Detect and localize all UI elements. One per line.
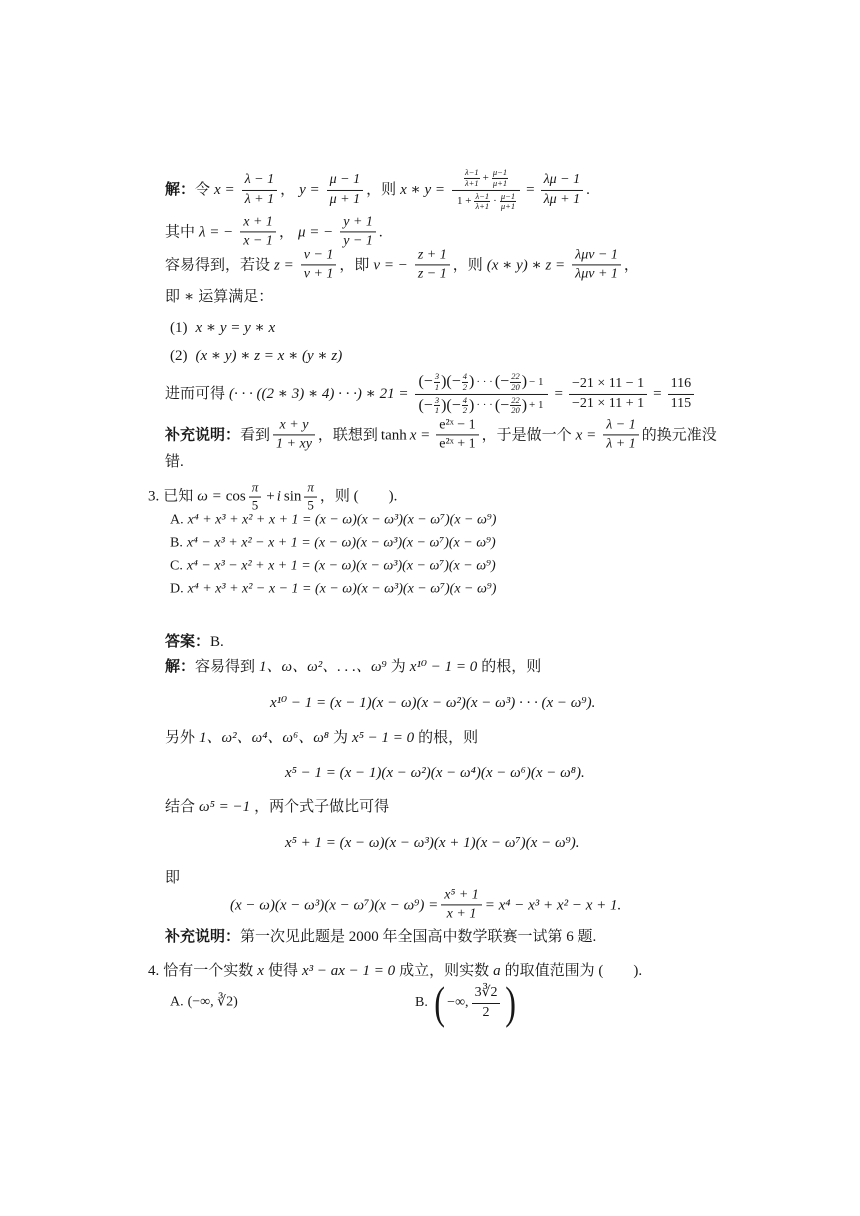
fraction — [434, 372, 440, 393]
supplementary-note — [165, 417, 717, 452]
fraction — [492, 168, 508, 189]
fraction — [436, 417, 478, 452]
math-expr: x ∗ y = y ∗ x — [195, 320, 276, 336]
numerator — [452, 168, 520, 191]
denominator: 115 — [670, 395, 692, 411]
solution-inverse-line — [165, 214, 383, 249]
denominator: λμν + 1 — [575, 266, 618, 282]
fraction — [415, 247, 450, 282]
math-expr: x¹⁰ − 1 = (x − 1)(x − ω)(x − ω²)(x − ω³) · · · (x − ω⁹). — [270, 695, 596, 711]
operator: + — [266, 489, 275, 505]
math-expr: x⁴ − x³ − x² + x + 1 = (x − ω)(x − ω³)(x − ω⁷)(x − ω⁹) — [186, 558, 496, 574]
denominator: 20 — [511, 405, 520, 416]
imaginary-unit: i — [276, 489, 281, 505]
text: 结合 — [165, 799, 196, 815]
option-b — [415, 977, 519, 1028]
math-expr: = x⁴ − x³ + x² − x + 1. — [484, 897, 622, 913]
text: ，则 — [366, 182, 397, 198]
fraction — [462, 396, 468, 417]
math-expr: 1、ω²、ω⁴、ω⁶、ω⁸ — [199, 730, 330, 746]
math-expr: x¹⁰ − 1 = 0 — [409, 659, 478, 675]
text: 的根，则 — [418, 730, 479, 746]
fraction — [249, 481, 262, 514]
math-expr: ∗ — [184, 289, 195, 305]
math-var: x — [257, 963, 264, 979]
numerator: μ − 1 — [327, 172, 363, 190]
text: 即 — [165, 870, 181, 886]
fraction — [434, 396, 440, 417]
supplementary-note — [165, 928, 596, 946]
fraction — [510, 396, 521, 417]
math-expr: −∞, — [447, 994, 469, 1010]
denominator: λ+1 — [464, 177, 479, 188]
denominator: λ+1 — [475, 201, 490, 212]
punctuation: ， — [280, 182, 296, 198]
math-expr: ω⁵ = −1 — [199, 799, 251, 815]
solution-composition-line — [165, 247, 639, 282]
text: ，于是做一个 — [481, 427, 572, 443]
fraction — [474, 192, 490, 213]
paren: (− — [494, 373, 510, 391]
property-item — [170, 319, 279, 337]
numerator — [415, 372, 548, 395]
text: 令 — [195, 182, 211, 198]
ellipsis: · · · — [476, 399, 493, 412]
numerator: 22 — [511, 394, 520, 405]
paren: ) — [505, 977, 517, 1028]
numerator: ν − 1 — [301, 247, 337, 265]
numerator: y + 1 — [340, 214, 376, 232]
math-expr: + 1 — [529, 399, 544, 412]
math-expr: ν = − — [373, 257, 408, 273]
numerator: λμν − 1 — [572, 247, 621, 265]
denominator: e²ˣ + 1 — [439, 436, 476, 452]
denominator: 2 — [462, 381, 467, 392]
math-expr: x³ − ax − 1 = 0 — [301, 963, 396, 979]
fraction — [572, 247, 621, 282]
fraction — [500, 192, 516, 213]
punctuation: ， — [623, 257, 639, 273]
numerator: λ−1 — [464, 166, 479, 177]
numerator: λ − 1 — [242, 172, 278, 190]
text: 为 — [333, 730, 349, 746]
paren: (− — [418, 396, 433, 414]
text: 恰有一个实数 — [163, 963, 254, 979]
paren: ( — [434, 977, 445, 1028]
answer-value: B. — [210, 634, 224, 650]
math-expr: x = — [409, 427, 431, 443]
numerator: e²ˣ − 1 — [436, 417, 478, 435]
solution-ratio-line — [165, 798, 389, 816]
denominator: 1 — [434, 381, 440, 392]
fraction — [301, 247, 337, 282]
math-expr: 1、ω、ω²、. . .、ω⁹ — [259, 659, 387, 675]
denominator: −21 × 11 + 1 — [571, 395, 645, 411]
fraction — [273, 417, 315, 452]
math-expr: (· · · ((2 ∗ 3) ∗ 4) · · ·) ∗ 21 = — [229, 386, 409, 402]
solution-properties-intro — [165, 288, 273, 306]
operator: = — [526, 182, 535, 198]
option-label: B. — [170, 535, 183, 551]
text: 容易得到 — [195, 659, 256, 675]
fraction — [541, 172, 584, 207]
text: 为 — [390, 659, 406, 675]
numerator: z + 1 — [415, 247, 450, 265]
text: ，联想到 — [317, 427, 378, 443]
text: 成立，则实数 — [399, 963, 490, 979]
display-equation-2 — [285, 764, 585, 782]
numerator: λ − 1 — [603, 417, 639, 435]
math-expr: x⁵ + 1 = (x − ω)(x − ω³)(x + 1)(x − ω⁷)(x − ω⁹). — [285, 835, 580, 851]
function-name: cos — [225, 489, 246, 505]
math-var: a — [493, 963, 501, 979]
fraction — [510, 372, 521, 393]
option-a — [170, 995, 242, 1012]
fraction — [464, 168, 480, 189]
paren: (− — [494, 396, 510, 414]
math-expr: μ = − — [297, 224, 334, 240]
option-label: B. — [415, 994, 428, 1010]
fraction — [304, 481, 317, 514]
text: 看到 — [240, 427, 271, 443]
numerator: −21 × 11 − 1 — [569, 376, 647, 394]
fraction — [668, 376, 694, 411]
fraction — [340, 214, 376, 249]
numerator: 4 — [462, 370, 467, 381]
numerator: 22 — [511, 370, 520, 381]
punctuation: . — [378, 224, 383, 240]
option-a — [170, 513, 500, 530]
math-expr: λ = − — [199, 224, 234, 240]
paren: ) — [441, 396, 447, 414]
denominator: 20 — [511, 381, 520, 392]
denominator: y − 1 — [343, 233, 373, 249]
denominator — [452, 191, 520, 213]
solution-label: 解： — [165, 659, 196, 675]
answer-label: 答案： — [165, 634, 211, 650]
property-number: (1) — [170, 320, 188, 336]
punctuation: . — [586, 182, 590, 198]
compound-fraction — [452, 168, 520, 212]
math-expr: x⁴ − x³ + x² − x + 1 = (x − ω)(x − ω³)(x − ω⁷)(x − ω⁹) — [186, 535, 496, 551]
fraction — [441, 887, 482, 922]
paren: ) — [441, 373, 447, 391]
display-equation-4 — [230, 887, 621, 922]
text: 的换元准没 — [641, 427, 717, 443]
numerator: π — [304, 481, 317, 498]
text: 的取值范围为 ( ). — [504, 963, 643, 979]
numerator: 4 — [462, 394, 467, 405]
text: ，两个式子做比可得 — [254, 799, 390, 815]
math-expr: (−∞, ∛2) — [187, 994, 238, 1010]
paren: ) — [469, 373, 475, 391]
math-expr: (x − ω)(x − ω³)(x − ω⁷)(x − ω⁹) = — [230, 897, 439, 913]
math-expr: x = — [214, 182, 235, 198]
numerator: 3 — [434, 394, 440, 405]
numerator: λμ − 1 — [541, 172, 584, 190]
paren: (− — [446, 396, 461, 414]
text: 使得 — [267, 963, 298, 979]
option-b — [170, 536, 500, 553]
paren: (− — [418, 373, 433, 391]
denominator: 1 + xy — [276, 436, 312, 452]
math-expr: z = — [274, 257, 294, 273]
denominator: x + 1 — [446, 906, 477, 922]
text: 即 — [165, 289, 181, 305]
supplementary-note-continuation — [165, 453, 184, 471]
display-equation-1 — [270, 694, 595, 712]
fraction — [569, 376, 647, 411]
problem-number: 3. — [148, 489, 160, 505]
denominator — [415, 395, 548, 417]
text: 已知 — [163, 489, 194, 505]
denominator: 2 — [482, 1004, 490, 1020]
math-expr: x⁵ − 1 = 0 — [352, 730, 415, 746]
fraction — [462, 372, 468, 393]
compound-fraction — [415, 372, 548, 416]
text: ，则 — [452, 257, 483, 273]
text: 的根，则 — [481, 659, 542, 675]
math-expr: x⁵ − 1 = (x − 1)(x − ω²)(x − ω⁴)(x − ω⁶)(x − ω⁸). — [285, 765, 585, 781]
denominator: 5 — [251, 497, 259, 513]
math-expr: x⁴ + x³ + x² + x + 1 = (x − ω)(x − ω³)(x − ω⁷)(x − ω⁹) — [187, 512, 497, 528]
fraction — [242, 172, 278, 207]
denominator: μ + 1 — [329, 191, 361, 207]
text: 第一次见此题是 2000 年全国高中数学联赛一试第 6 题. — [240, 929, 597, 945]
paren: ) — [469, 396, 475, 414]
operator: + — [482, 171, 489, 184]
numerator: x⁵ + 1 — [441, 887, 482, 905]
text: 进而可得 — [165, 386, 226, 402]
problem-number: 4. — [148, 963, 160, 979]
option-label: D. — [170, 581, 184, 597]
operator: · — [493, 195, 497, 208]
solution-even-roots-line — [165, 729, 478, 747]
text: 容易得到，若设 — [165, 257, 271, 273]
operator: = — [653, 386, 662, 402]
operator: = — [554, 386, 563, 402]
denominator: 5 — [307, 497, 314, 513]
text: ，即 — [339, 257, 370, 273]
numerator: x + 1 — [240, 214, 276, 232]
note-label: 补充说明： — [165, 929, 241, 945]
text: 错. — [165, 454, 184, 470]
solution-evaluation-line — [165, 372, 697, 416]
option-label: A. — [170, 512, 184, 528]
option-c — [170, 559, 500, 576]
text: 其中 — [165, 224, 196, 240]
fraction — [240, 214, 276, 249]
fraction — [472, 985, 501, 1020]
fraction — [327, 172, 363, 207]
property-item — [170, 347, 346, 365]
function-name: sin — [283, 489, 302, 505]
math-expr: x ∗ y = — [400, 182, 446, 198]
math-expr: (x ∗ y) ∗ z = x ∗ (y ∗ z) — [195, 348, 343, 364]
denominator: 2 — [462, 405, 467, 416]
numerator: λ−1 — [475, 190, 490, 201]
denominator: 1 — [434, 405, 440, 416]
numerator: μ−1 — [492, 166, 508, 177]
numerator: 116 — [668, 376, 694, 394]
math-expr: (x ∗ y) ∗ z = — [486, 257, 566, 273]
math-expr: y = — [299, 182, 320, 198]
answer-line — [165, 633, 224, 651]
display-equation-3 — [285, 834, 580, 852]
property-number: (2) — [170, 348, 188, 364]
denominator: z − 1 — [417, 266, 447, 282]
note-label: 补充说明： — [165, 427, 241, 443]
option-label: C. — [170, 558, 183, 574]
option-label: A. — [170, 994, 184, 1010]
text: 运算满足： — [198, 289, 274, 305]
solution-conclusion-intro — [165, 869, 180, 887]
denominator: x − 1 — [243, 233, 273, 249]
numerator: 3 — [434, 370, 440, 381]
text: ，则 ( ). — [319, 489, 398, 505]
punctuation: ， — [278, 224, 294, 240]
denominator: ν + 1 — [303, 266, 334, 282]
math-expr: x⁴ + x³ + x² − x − 1 = (x − ω)(x − ω³)(x − ω⁷)(x − ω⁹) — [187, 581, 497, 597]
solution-label: 解： — [165, 182, 196, 198]
numerator: 3∛2 — [472, 985, 501, 1003]
paren: ) — [521, 396, 528, 414]
numerator: x + y — [273, 417, 315, 435]
text: 另外 — [165, 730, 196, 746]
problem-4-stem — [148, 962, 642, 980]
denominator: λ + 1 — [244, 191, 275, 207]
option-d — [170, 582, 500, 599]
math-expr: − 1 — [529, 375, 544, 388]
math-expr: ω = — [197, 489, 222, 505]
math-expr: x = — [575, 427, 597, 443]
denominator: λμ + 1 — [543, 191, 581, 207]
denominator: λ + 1 — [606, 436, 636, 452]
solution-roots-line — [165, 658, 541, 676]
numerator: μ−1 — [500, 190, 516, 201]
ellipsis: · · · — [476, 375, 493, 388]
problem-3-stem — [148, 481, 397, 514]
solution-substitution-line — [165, 168, 590, 212]
fraction — [603, 417, 639, 452]
paren: ) — [521, 373, 528, 391]
paren: (− — [446, 373, 461, 391]
function-name: tanh — [380, 427, 407, 443]
math-expr: 1 + — [457, 195, 472, 208]
numerator: π — [249, 481, 262, 498]
denominator: μ+1 — [500, 201, 516, 212]
denominator: μ+1 — [492, 177, 508, 188]
